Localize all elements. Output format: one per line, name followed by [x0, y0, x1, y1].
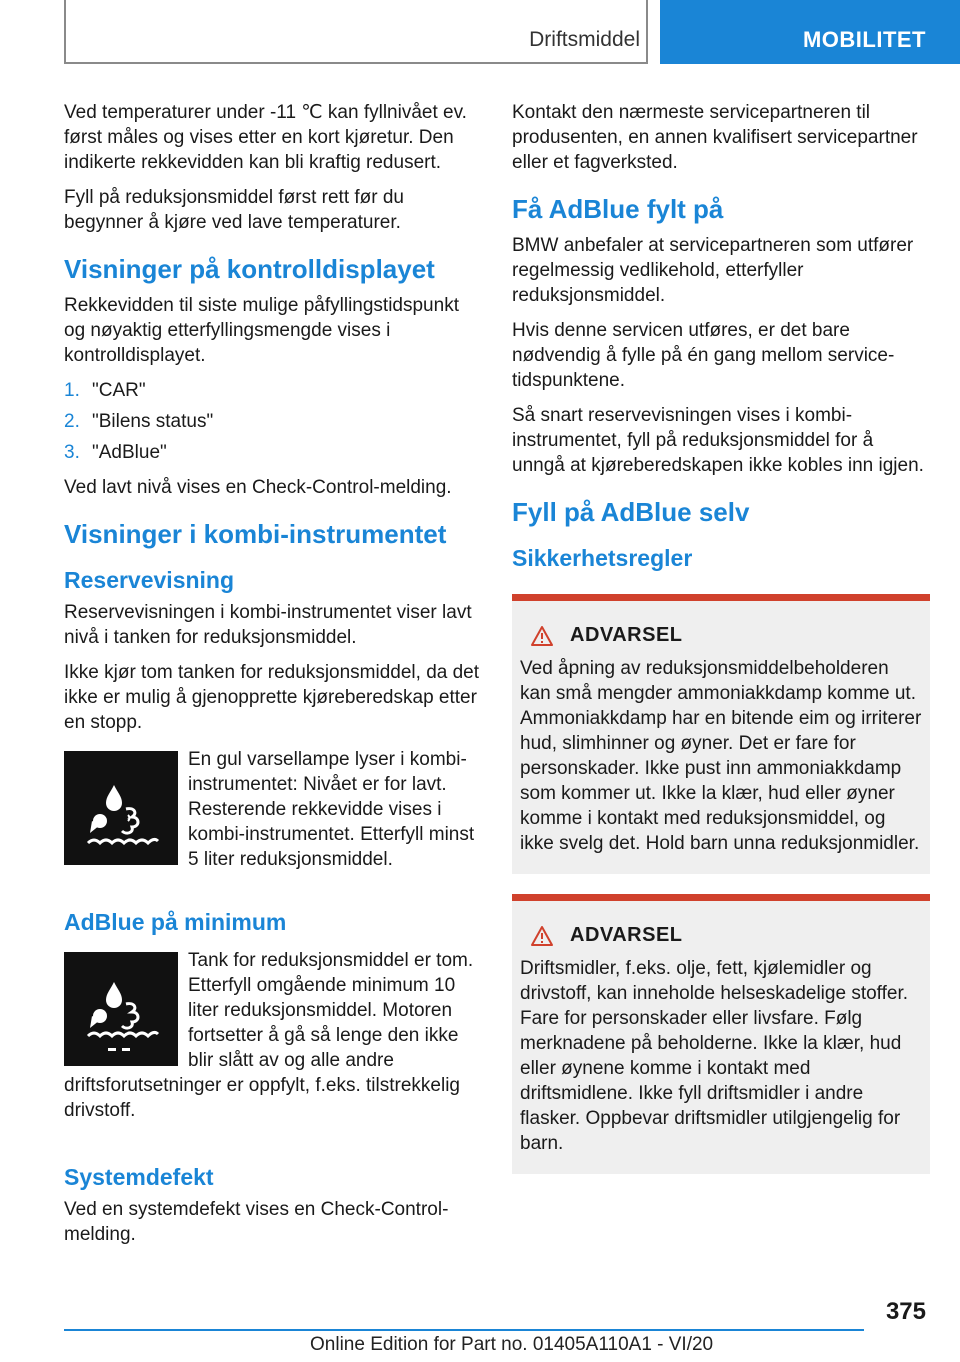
warning-text: Driftsmidler, f.eks. olje, fett, kjølemidler og drivstoff, kan inneholde helseskadelige stoffer. Fare for personskader eller livsfare. Følg merknadene på beholderne. Ikke la klær, hud eller øynene komme i kontakt med driftsmidlene. Ikke fyll driftsmidler i andre flasker. Oppbevar driftsmidler utilgjengelig for barn. — [520, 958, 908, 1154]
warning-triangle-icon — [530, 625, 554, 647]
warning-title: ADVARSEL — [570, 624, 683, 646]
heading-kombi-instrument: Visninger i kombi-instrumentet — [64, 519, 447, 549]
heading-reserve: Reservevisning — [64, 567, 235, 593]
heading-system-defect: Systemdefekt — [64, 1164, 214, 1190]
intro-paragraph: Ved temperaturer under -11 ℃ kan fyllnivået ev. først måles og vises etter en kort kjøretur. Den indikerte rekkevidden kan bli kraftig redusert. — [64, 102, 467, 173]
heading-safety: Sikkerhetsregler — [512, 545, 693, 571]
section-title: Driftsmiddel — [529, 28, 640, 51]
footer-edition: Online Edition for Part no. 01405A110A1 - VI/20 — [310, 1334, 714, 1355]
minimum-text: Tank for reduksjonsmiddel er tom. Etterfyll omgående minimum 10 liter reduksjonsmiddel. Motoren fortsetter å gå så lenge den ikke blir slått av og alle andre driftsforutsetninger er oppfylt, f.eks. tilstrekkelig drivstoff. — [64, 950, 474, 1121]
fill-paragraph: Hvis denne servicen utføres, er det bare nødvendig å fylle på én gang mellom service-tidspunktene. — [512, 320, 895, 391]
reserve-indicator-text: En gul varsellampe lyser i kombi-instrumentet: Nivået er for lavt. Resterende rekkevidde vises i kombi-instrumentet. Etterfyll minst 5 liter reduksjonsmiddel. — [188, 749, 475, 870]
intro-paragraph: Fyll på reduksjonsmiddel først rett før du begynner å kjøre ved lave temperaturer. — [64, 187, 404, 233]
adblue-warning-icon — [64, 751, 178, 865]
reserve-paragraph: Ikke kjør tom tanken for reduksjonsmiddel, da det ikke er mulig å gjenopprette kjøreberedskap etter en stopp. — [64, 662, 480, 733]
step-number: 1. — [64, 380, 80, 401]
display-paragraph: Rekkevidden til siste mulige påfyllingstidspunkt og nøyaktig etterfyllingsmengde vises i kontrolldisplayet. — [64, 295, 459, 366]
page-number: 375 — [885, 1298, 926, 1325]
step-text: "CAR" — [92, 380, 146, 401]
list-item — [64, 409, 482, 434]
heading-adblue-minimum: AdBlue på minimum — [64, 909, 287, 935]
warning-header — [520, 623, 922, 648]
heading-fill-self: Fyll på AdBlue selv — [512, 497, 750, 527]
list-item — [64, 378, 482, 403]
step-text: "AdBlue" — [92, 442, 167, 463]
step-number: 3. — [64, 442, 80, 463]
warning-text: Ved åpning av reduksjonsmiddelbeholderen kan små mengder ammoniakkdamp komme ut. Ammoniakkdamp har en bitende eim og irriterer hud, slimhinner og øyner. Det er fare for personskader. Ikke pust inn ammoniakkdamp som kommer ut. Ikke la klær, hud eller øyner komme i kontakt med reduksjonsmiddel, og ikke svelg det. Hold barn unna reduksjonmidler. — [520, 658, 922, 854]
step-text: "Bilens status" — [92, 411, 214, 432]
contact-paragraph: Kontakt den nærmeste servicepartneren til produsenten, en annen kvalifisert servicepartner eller et fagverksted. — [512, 102, 918, 173]
reserve-indicator-block — [64, 747, 482, 892]
list-item — [64, 440, 482, 465]
minimum-indicator-block — [64, 948, 482, 1123]
warning-triangle-icon — [530, 925, 554, 947]
footer-divider — [64, 1329, 864, 1331]
adblue-empty-icon — [64, 952, 178, 1066]
step-number: 2. — [64, 411, 80, 432]
fill-paragraph: BMW anbefaler at servicepartneren som utfører regelmessig vedlikehold, etterfyller reduksjonsmiddel. — [512, 235, 914, 306]
display-note: Ved lavt nivå vises en Check-Control-melding. — [64, 477, 452, 498]
menu-steps-list — [64, 378, 482, 465]
warning-box — [512, 594, 930, 874]
left-column — [64, 100, 482, 1257]
warning-header — [520, 923, 922, 948]
defect-paragraph: Ved en systemdefekt vises en Check-Control-melding. — [64, 1199, 449, 1245]
fill-paragraph: Så snart reservevisningen vises i kombi-instrumentet, fyll på reduksjonsmiddel for å unngå at kjøreberedskapen ikke kobles inn igjen. — [512, 405, 924, 476]
heading-fill-service: Få AdBlue fylt på — [512, 194, 724, 224]
chapter-tab[interactable]: MOBILITET — [660, 0, 960, 64]
warning-title: ADVARSEL — [570, 924, 683, 946]
reserve-paragraph: Reservevisningen i kombi-instrumentet viser lavt nivå i tanken for reduksjonsmiddel. — [64, 602, 472, 648]
warning-box — [512, 894, 930, 1174]
right-column — [512, 100, 930, 1194]
heading-control-display: Visninger på kontrolldisplayet — [64, 254, 435, 284]
